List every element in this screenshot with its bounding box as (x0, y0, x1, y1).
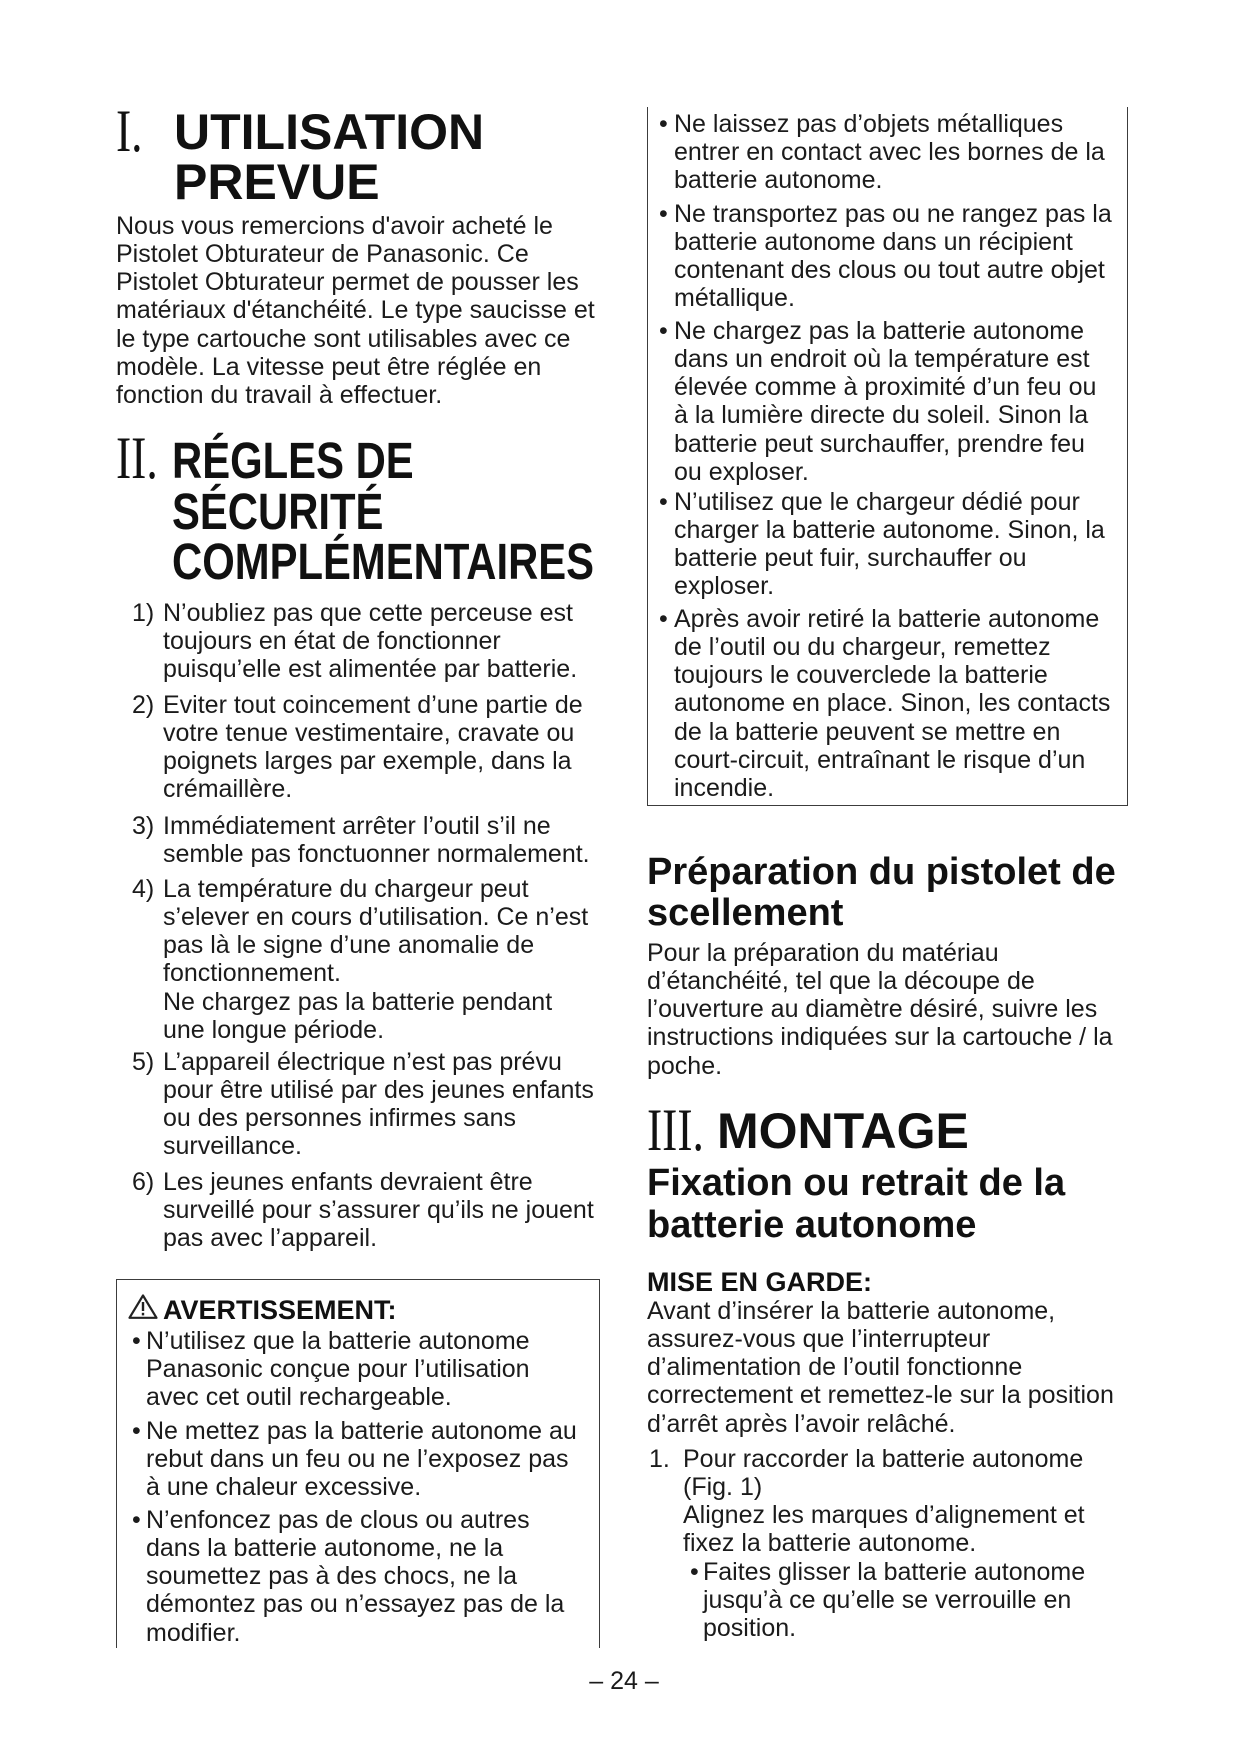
text-line: contenant des clous ou tout autre objet (674, 256, 1105, 285)
text-line: de l’outil ou du chargeur, remettez (674, 633, 1051, 662)
section-title: MONTAGE (717, 1103, 969, 1159)
text-line: le type cartouche sont utilisables avec ce (116, 324, 571, 353)
numbered-item (116, 812, 600, 868)
page-number: – 24 – (589, 1667, 659, 1695)
item-number: 5) (132, 1048, 155, 1076)
item-text (163, 599, 600, 683)
section-numeral: II. (116, 425, 158, 491)
text-line: Ne laissez pas d’objets métalliques (674, 110, 1064, 138)
text-line: exploser. (674, 572, 775, 601)
text-line: ou des personnes infirmes sans (163, 1104, 516, 1133)
text-line: Ne chargez pas la batterie pendant (163, 987, 553, 1016)
text-line: charger la batterie autonome. Sinon, la (674, 516, 1105, 545)
bullet-marker: • (132, 1327, 141, 1355)
text-line: Ne mettez pas la batterie autonome au (146, 1417, 577, 1445)
text-line: puisqu’elle est alimentée par batterie. (163, 655, 578, 684)
text-line: Faites glisser la batterie autonome (703, 1557, 1086, 1586)
preparation-title (647, 852, 1116, 933)
text-line: votre tenue vestimentaire, cravate ou (163, 719, 575, 748)
text-line: Pistolet Obturateur permet de pousser les (116, 268, 579, 297)
warning-triangle-icon (127, 1293, 159, 1320)
item-text (163, 691, 600, 804)
title-line: scellement (647, 891, 844, 934)
bullet-text (146, 1327, 600, 1411)
bullet-marker: • (690, 1557, 699, 1586)
warning-bullet (647, 200, 1128, 313)
text-line: à la lumière directe du soleil. Sinon la (674, 401, 1089, 430)
text-line: modèle. La vitesse peut être réglée en (116, 352, 542, 381)
numbered-item (116, 875, 600, 1044)
warning-bullet (116, 1417, 600, 1501)
bullet-marker: • (659, 605, 668, 633)
text-line: Les jeunes enfants devraient être (163, 1168, 533, 1196)
text-line: surveillance. (163, 1132, 302, 1161)
text-line: toujours le couverclede la batterie (674, 661, 1048, 690)
bullet-marker: • (659, 317, 668, 345)
title-line: RÉGLES DE (172, 432, 414, 489)
numbered-item (116, 691, 600, 804)
title-line: Fixation ou retrait de la (647, 1162, 1066, 1204)
text-line: (Fig. 1) (683, 1473, 763, 1502)
item-text (163, 1168, 600, 1252)
text-line: démontez pas ou n’essayez pas de la (146, 1590, 565, 1619)
numbered-item (116, 599, 600, 683)
text-line: batterie peut surchauffer, prendre feu (674, 429, 1085, 458)
text-line: l’ouverture au diamètre désiré, suivre les (647, 995, 1098, 1024)
bullet-text (146, 1417, 600, 1501)
text-line: poche. (647, 1051, 723, 1080)
text-line: surveillé pour s’assurer qu’ils ne jouent (163, 1196, 594, 1225)
text-line: N’utilisez que le chargeur dédié pour (674, 488, 1080, 516)
text-line: La température du chargeur peut (163, 875, 529, 903)
text-line: entrer en contact avec les bornes de la (674, 138, 1105, 167)
text-line: pour être utilisé par des jeunes enfants (163, 1076, 594, 1105)
text-line: N’enfoncez pas de clous ou autres (146, 1506, 530, 1534)
text-line: N’utilisez que la batterie autonome (146, 1327, 530, 1355)
warning-bullet (647, 605, 1128, 802)
text-line: soumettez pas à des chocs, ne la (146, 1562, 518, 1591)
warning-title: AVERTISSEMENT: (163, 1295, 397, 1325)
numbered-item (116, 1168, 600, 1252)
numbered-item (116, 1048, 600, 1161)
caution-paragraph (647, 1297, 1114, 1438)
warning-bullet (647, 110, 1128, 194)
text-line: instructions indiquées sur la cartouche / la (647, 1023, 1113, 1052)
text-line: Avant d’insérer la batterie autonome, (647, 1297, 1056, 1325)
bullet-text (674, 605, 1128, 802)
bullet-text (674, 488, 1128, 601)
text-line: modifier. (146, 1618, 241, 1647)
subsection-title (647, 1163, 1065, 1246)
section-title (172, 432, 595, 591)
text-line: batterie peut fuir, surchauffer ou (674, 544, 1027, 573)
text-line: Pour la préparation du matériau (647, 939, 999, 967)
text-line: à une chaleur excessive. (146, 1473, 422, 1502)
text-line: fonctionnement. (163, 959, 341, 988)
text-line: fonction du travail à effectuer. (116, 380, 443, 409)
text-line: métallique. (674, 284, 795, 313)
text-line: Alignez les marques d’alignement et (683, 1501, 1085, 1530)
item-text (163, 1048, 600, 1161)
item-number: 3) (132, 812, 155, 840)
section-title (174, 104, 485, 210)
warning-bullet (116, 1327, 600, 1411)
title-line: COMPLÉMENTAIRES (172, 533, 595, 591)
caution-title: MISE EN GARDE: (647, 1267, 873, 1297)
text-line: Panasonic conçue pour l’utilisation (146, 1355, 530, 1384)
title-line: UTILISATION (174, 104, 485, 160)
text-line: poignets larges par exemple, dans la (163, 747, 572, 776)
text-line: Pistolet Obturateur de Panasonic. Ce (116, 240, 529, 269)
text-line: crémaillère. (163, 775, 293, 804)
text-line: Ne transportez pas ou ne rangez pas la (674, 200, 1112, 228)
bullet-marker: • (659, 200, 668, 228)
text-line: Immédiatement arrêter l’outil s’il ne (163, 812, 551, 840)
step-number: 1. (649, 1445, 670, 1473)
text-line: d’étanchéité, tel que la découpe de (647, 967, 1035, 996)
item-text (163, 875, 600, 1044)
item-number: 1) (132, 599, 155, 627)
section-numeral: I. (116, 98, 143, 164)
item-text (163, 812, 600, 868)
text-line: dans la batterie autonome, ne la (146, 1534, 504, 1563)
text-line: assurez-vous que l’interrupteur (647, 1325, 991, 1354)
text-line: autonome en place. Sinon, les contacts (674, 689, 1111, 718)
title-line: SÉCURITÉ (172, 482, 384, 540)
text-line: s’elever en cours d’utilisation. Ce n’est (163, 903, 589, 932)
text-line: toujours en état de fonctionner (163, 627, 501, 656)
bullet-marker: • (659, 110, 668, 138)
text-line: semble pas fonctuonner normalement. (163, 840, 590, 869)
text-line: fixez la batterie autonome. (683, 1529, 977, 1558)
text-line: d’arrêt après l’avoir relâché. (647, 1409, 956, 1438)
step-text (683, 1445, 1128, 1558)
text-line: pas là le signe d’une anomalie de (163, 931, 535, 960)
text-line: Nous vous remercions d'avoir acheté le (116, 212, 553, 240)
text-line: jusqu’à ce qu’elle se verrouille en (703, 1585, 1072, 1614)
bullet-text (703, 1558, 1128, 1642)
warning-bullet (647, 488, 1128, 601)
item-number: 2) (132, 691, 155, 719)
text-line: pas avec l’appareil. (163, 1224, 378, 1253)
intro-paragraph (116, 212, 595, 409)
step-sub-bullet (647, 1558, 1128, 1642)
text-line: L’appareil électrique n’est pas prévu (163, 1048, 562, 1076)
text-line: dans un endroit où la température est (674, 345, 1090, 374)
bullet-marker: • (132, 1417, 141, 1445)
bullet-text (674, 317, 1128, 486)
text-line: court-circuit, entraînant le risque d’un (674, 745, 1086, 774)
text-line: N’oubliez pas que cette perceuse est (163, 599, 573, 627)
title-line: batterie autonome (647, 1203, 977, 1246)
text-line: batterie autonome. (674, 166, 883, 195)
text-line: correctement et remettez-le sur la position (647, 1381, 1114, 1410)
numbered-step (647, 1445, 1128, 1642)
bullet-text (674, 200, 1128, 313)
warning-bullet (116, 1506, 600, 1647)
section-numeral: III. (647, 1097, 704, 1163)
text-line: élevée comme à proximité d’un feu ou (674, 373, 1097, 402)
text-line: matériaux d'étanchéité. Le type saucisse et (116, 296, 595, 325)
bullet-marker: • (659, 488, 668, 516)
bullet-text (146, 1506, 600, 1647)
text-line: Ne chargez pas la batterie autonome (674, 317, 1084, 345)
text-line: rebut dans un feu ou ne l’exposez pas (146, 1445, 569, 1474)
item-number: 6) (132, 1168, 155, 1196)
item-number: 4) (132, 875, 155, 903)
text-line: Pour raccorder la batterie autonome (683, 1445, 1084, 1473)
bullet-text (674, 110, 1128, 194)
title-line: PREVUE (174, 154, 380, 210)
bullet-marker: • (132, 1506, 141, 1534)
text-line: batterie autonome dans un récipient (674, 228, 1073, 257)
text-line: position. (703, 1613, 797, 1642)
text-line: avec cet outil rechargeable. (146, 1383, 452, 1412)
text-line: de la batterie peuvent se mettre en (674, 717, 1061, 746)
title-line: Préparation du pistolet de (647, 851, 1116, 893)
text-line: une longue période. (163, 1015, 385, 1044)
text-line: d’alimentation de l’outil fonctionne (647, 1353, 1023, 1382)
text-line: Après avoir retiré la batterie autonome (674, 605, 1100, 633)
text-line: ou exploser. (674, 457, 809, 486)
preparation-paragraph (647, 939, 1113, 1080)
text-line: Eviter tout coincement d’une partie de (163, 691, 583, 719)
warning-bullet (647, 317, 1128, 486)
text-line: incendie. (674, 773, 775, 802)
